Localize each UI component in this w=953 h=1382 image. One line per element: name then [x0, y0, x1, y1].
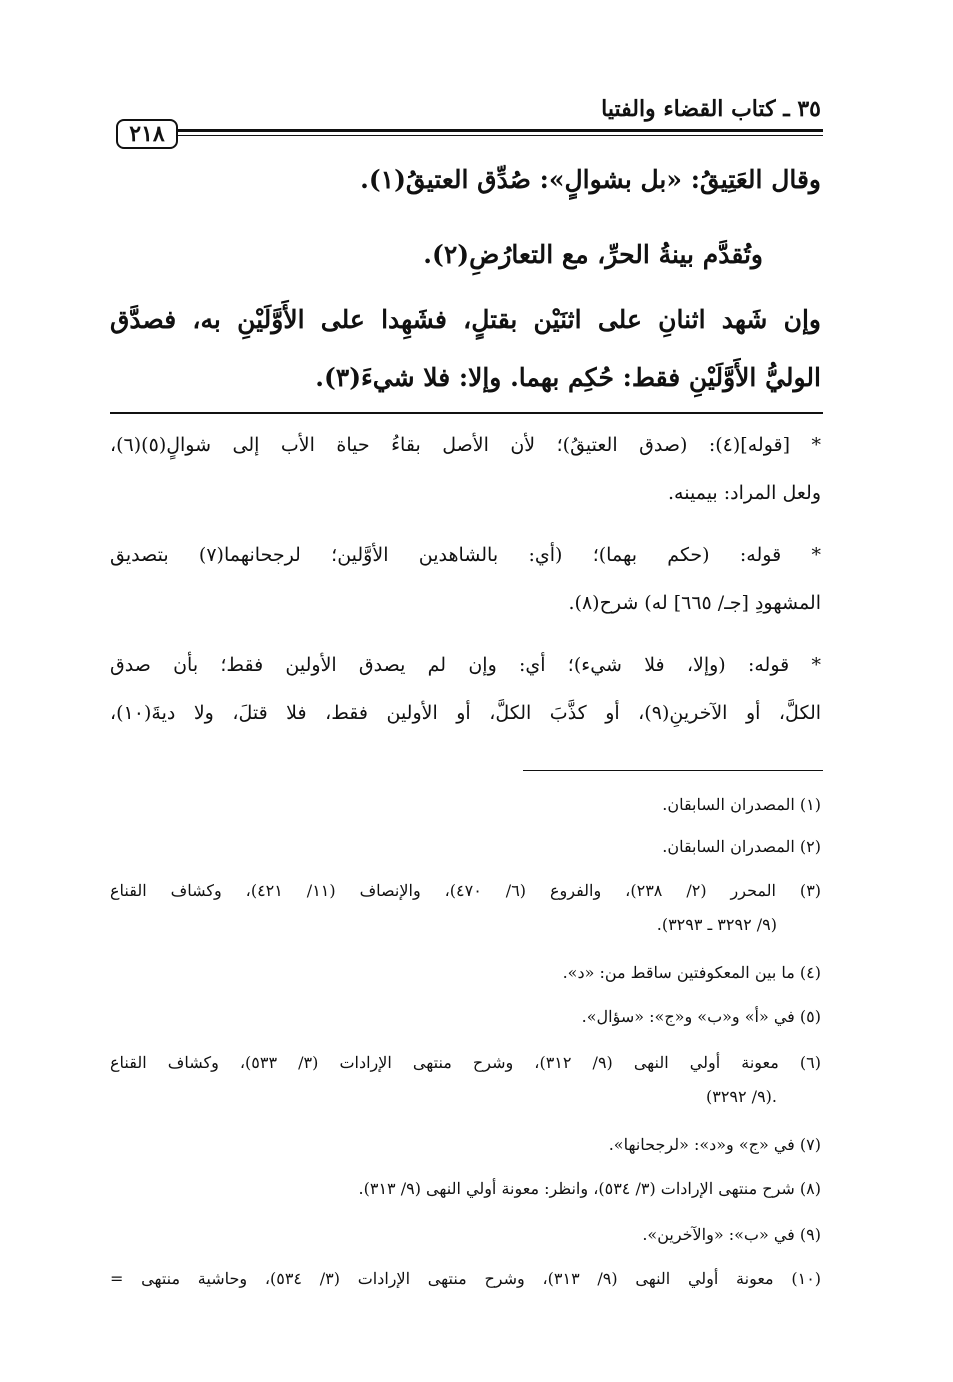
footnote-continuation: (٩/ ٣٢٩٢ ـ ٣٢٩٣). [656, 915, 777, 934]
running-header-title: ٣٥ ـ كتاب القضاء والفتيا [601, 96, 821, 122]
header-rule-thick [178, 129, 823, 132]
page-number-box [116, 119, 178, 149]
commentary-line: * قوله: (وإلا، فلا شيء)؛ أي: وإن لم يصدق الأولين فقط؛ بأن صدق [110, 654, 821, 676]
footnote-separator [523, 770, 823, 771]
footnote: (١٠) معونة أولي النهى (٩/ ٣١٣)، وشرح منتهى الإرادات (٣/ ٥٣٤)، وحاشية منتهى = [110, 1269, 822, 1288]
footnote: (٨) شرح منتهى الإرادات (٣/ ٥٣٤)، وانظر: معونة أولي النهى (٩/ ٣١٣). [358, 1179, 821, 1198]
footnote: (٢) المصدران السابقان. [662, 837, 821, 856]
commentary-line: ولعل المراد: بيمينه. [668, 482, 821, 504]
footnote: (٣) المحرر (٢/ ٢٣٨)، والفروع (٦/ ٤٧٠)، والإنصاف (١١/ ٤٢١)، وكشاف القناع [110, 881, 822, 900]
commentary-line: * [قوله](٤): (صدق العتيقُ)؛ لأن الأصل بقاءُ حياة الأب إلى شوالٍ(٥)(٦)، [110, 434, 821, 456]
commentary-line: الكلَّ، أو الآخرينِ(٩)، أو كذَّبَ الكلَّ، أو الأولين فقط، فلا قتلَ، ولا ديةَ(١٠)، [110, 702, 822, 724]
footnote: (٥) في «أ» و«ب» و«ج»: «سؤال». [581, 1007, 821, 1026]
commentary-line: * قوله: (حكم بهما)؛ (أي: بالشاهدين الأوَّلين؛ لرجحانهما(٧) بتصديق [110, 544, 821, 566]
footnote-continuation: (٩/ ٣٢٩٢). [705, 1087, 777, 1106]
footnote: (٦) معونة أولي النهى (٩/ ٣١٢)، وشرح منتهى الإرادات (٣/ ٥٣٣)، وكشاف القناع [110, 1053, 821, 1072]
footnote: (٧) في «ج» و«د»: «لرجحانها». [608, 1135, 821, 1154]
footnote: (٤) ما بين المعكوفتين ساقط من: «د». [562, 963, 821, 982]
page-number: ٢١٨ [129, 121, 165, 147]
text-commentary-separator [110, 412, 823, 414]
commentary-line: المشهودِ [جـ/ ٦٦٥] له) شرح(٨). [568, 592, 821, 614]
main-text-line: وقال العَتِيقُ: «بل بشوالٍ»: صُدِّق العتيقُ(١). [360, 165, 821, 194]
header-rule-thin [178, 135, 823, 136]
footnote: (٩) في «ب»: «والآخرين». [642, 1225, 821, 1244]
main-text-line: وتُقدَّم بينةُ الحرِّ، مع التعارُضِ(٢). [423, 240, 763, 269]
footnote: (١) المصدران السابقان. [662, 795, 821, 814]
main-text-line: وإن شَهد اثنانِ على اثنَيْن بقتلٍ، فشَهِدا على الأَوَّلَيْنِ به، فصدَّق [110, 305, 821, 334]
main-text-line: الوليُّ الأَوَّلَيْنِ فقط: حُكِم بهما. وإلا: فلا شيءَ(٣). [315, 363, 821, 392]
